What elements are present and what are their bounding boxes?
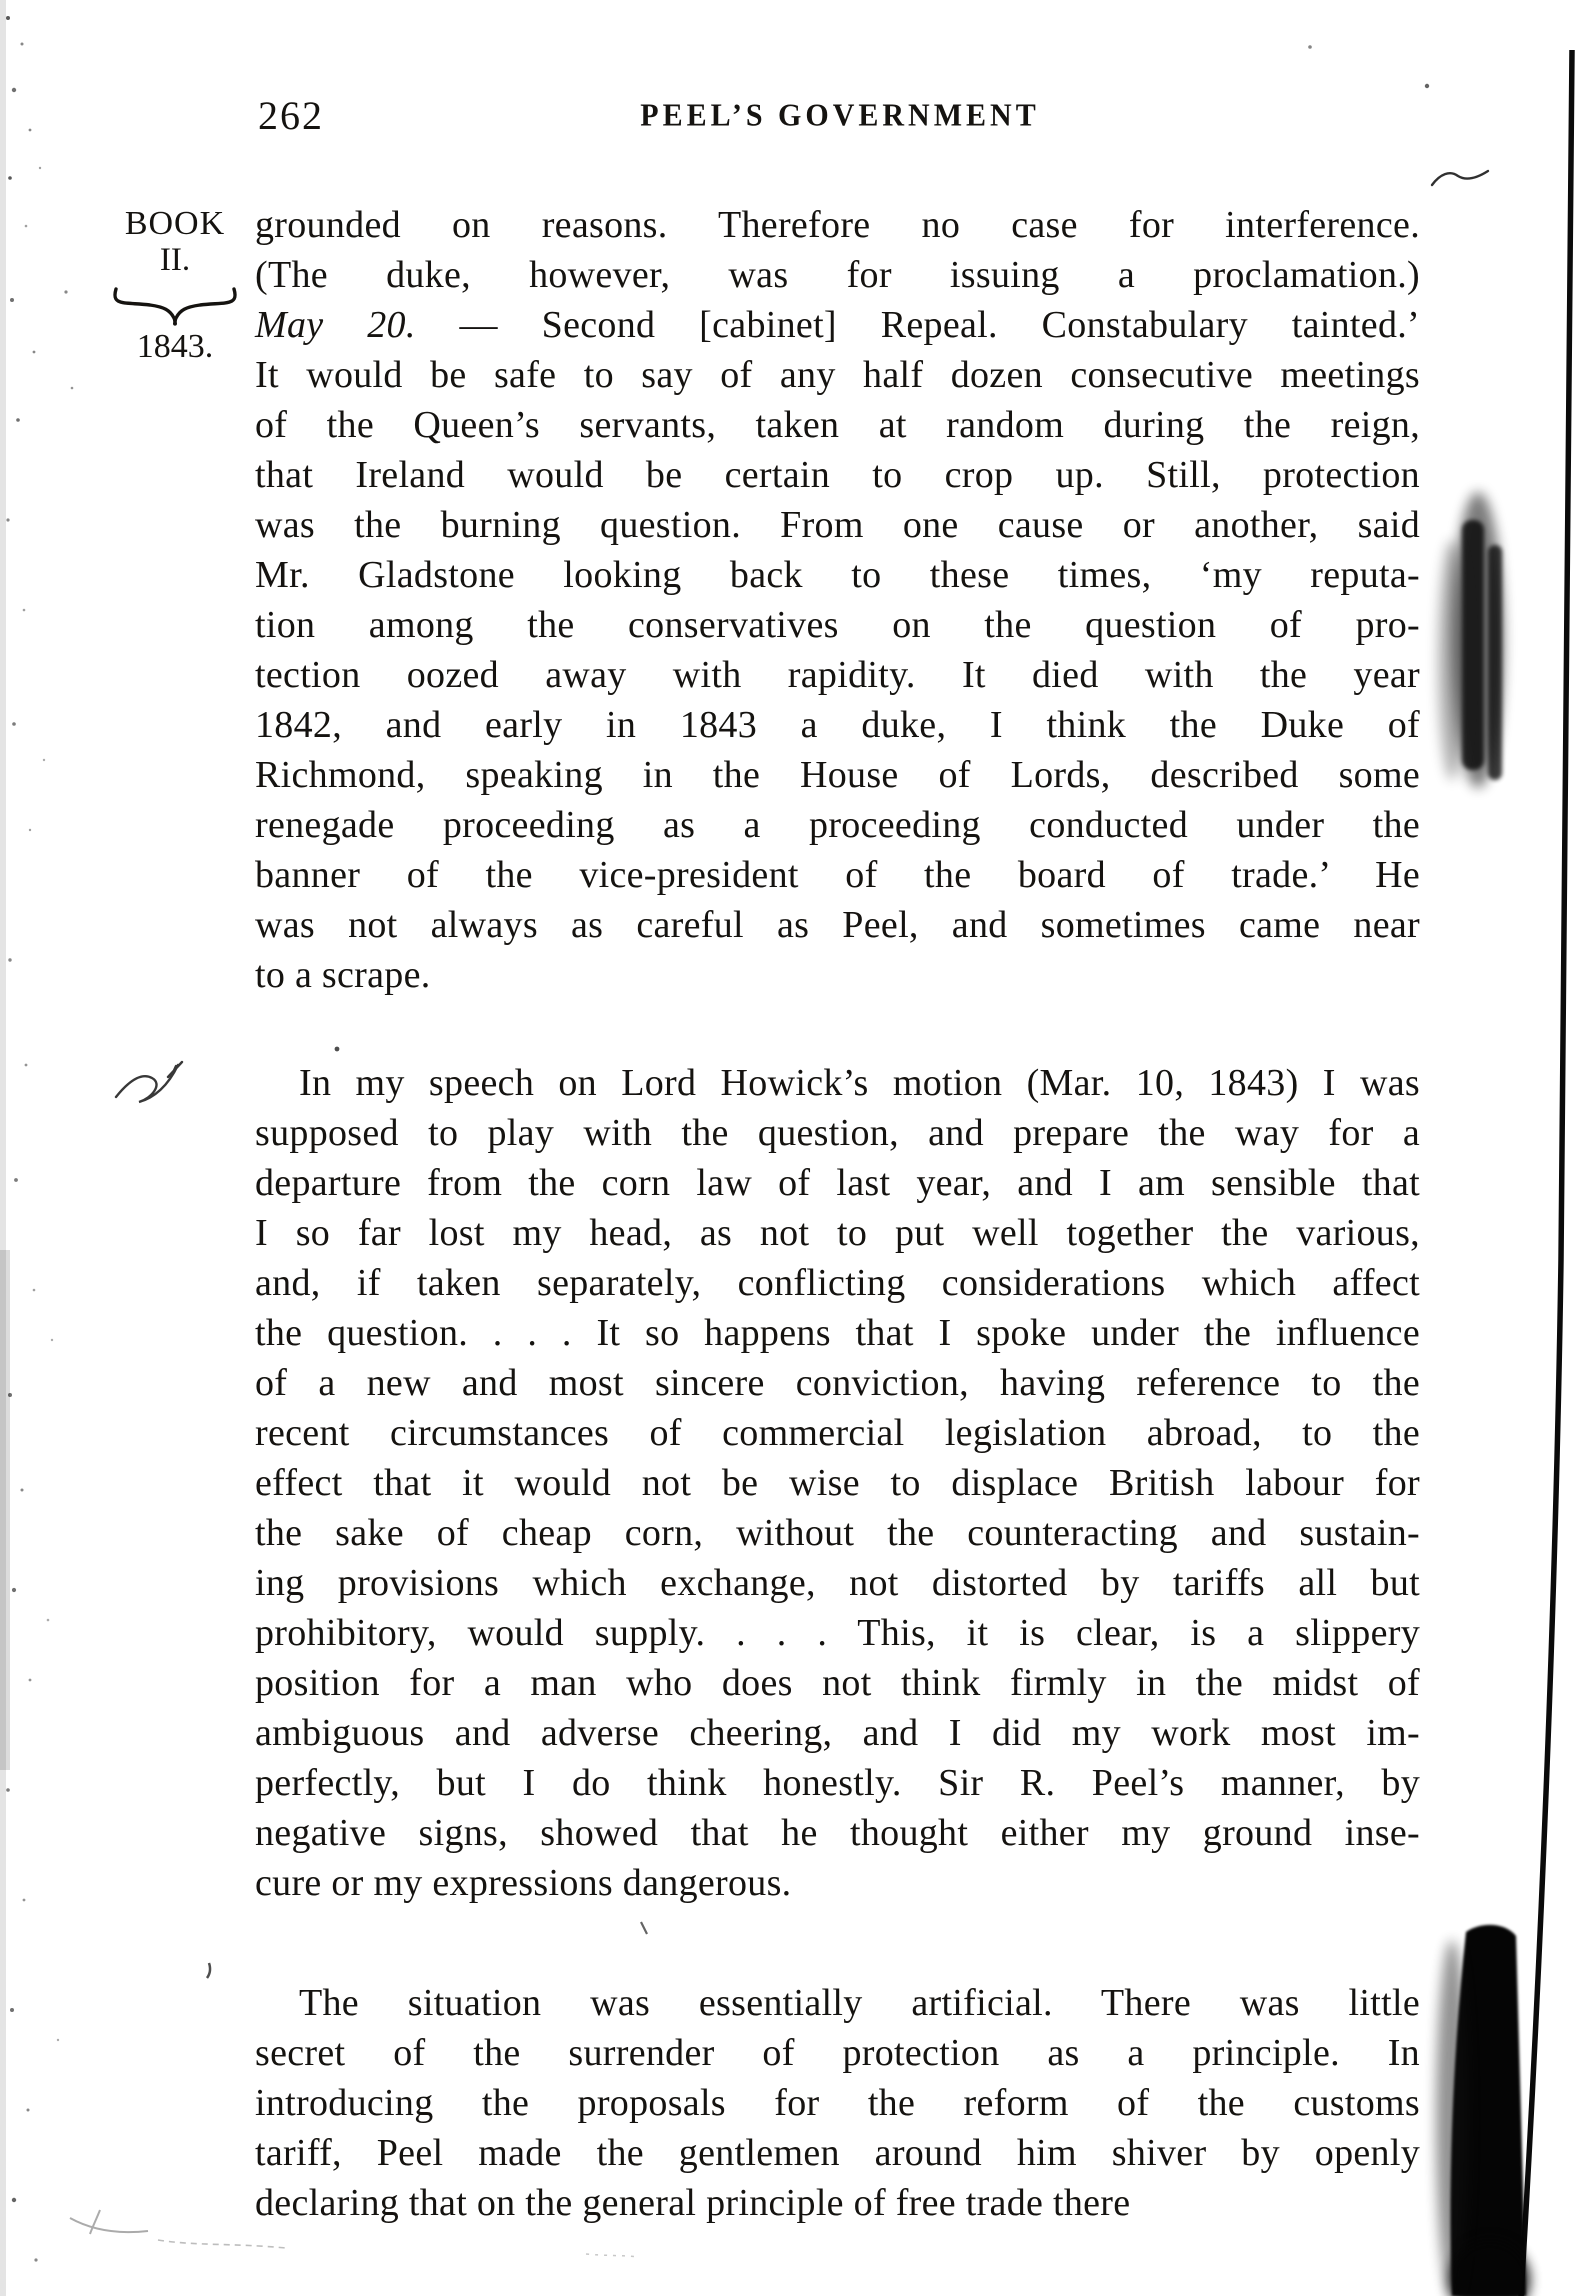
italic-date: May 20. <box>255 304 416 346</box>
text-line: position for a man who does not think firmly in the midst of <box>255 1662 1420 1704</box>
text-line: In my speech on Lord Howick’s motion (Mar. 10, 1843) I was <box>299 1062 1420 1104</box>
text-line: ambiguous and adverse cheering, and I did my work most im- <box>255 1712 1420 1754</box>
text-line: departure from the corn law of last year, and I am sensible that <box>255 1162 1420 1204</box>
text-line: of a new and most sincere conviction, having reference to the <box>255 1362 1420 1404</box>
text-line: renegade proceeding as a proceeding conducted under the <box>255 804 1420 846</box>
text-line: ing provisions which exchange, not distorted by tariffs all but <box>255 1562 1420 1604</box>
pen-mark-top-right <box>1432 171 1488 185</box>
text-line: tariff, Peel made the gentlemen around him shiver by openly <box>255 2132 1420 2174</box>
text-line: perfectly, but I do think honestly. Sir R. Peel’s manner, by <box>255 1762 1420 1804</box>
text-line: recent circumstances of commercial legislation abroad, to the <box>255 1412 1420 1454</box>
text-line: secret of the surrender of protection as a principle. In <box>255 2032 1420 2074</box>
text-line: tection oozed away with rapidity. It died with the year <box>255 654 1420 696</box>
page-number: 262 <box>258 93 324 138</box>
text-line: supposed to play with the question, and prepare the way for a <box>255 1112 1420 1154</box>
left-edge-speckles <box>0 0 73 2296</box>
text-line: the question. . . . It so happens that I spoke under the influence <box>255 1312 1420 1354</box>
text-line: May 20. — Second [cabinet] Repeal. Constabulary tainted.’ <box>255 304 1420 346</box>
text-line: grounded on reasons. Therefore no case for interference. <box>255 204 1420 246</box>
text-line: prohibitory, would supply. . . . This, it is clear, is a slippery <box>255 1612 1420 1654</box>
text-line: It would be safe to say of any half dozen consecutive meetings <box>255 354 1420 396</box>
running-header: PEEL’S GOVERNMENT <box>640 98 1040 133</box>
paragraph <box>255 200 1420 1000</box>
ink-blob-bottom-right <box>1436 1925 1530 2296</box>
stray-mark-quote <box>207 1963 210 1978</box>
spine-line <box>1521 50 1572 2296</box>
text-line: The situation was essentially artificial. There was little <box>299 1982 1420 2024</box>
text-line: 1842, and early in 1843 a duke, I think the Duke of <box>255 704 1420 746</box>
text-line: that Ireland would be certain to crop up. Still, protection <box>255 454 1420 496</box>
text-line: of the Queen’s servants, taken at random during the reign, <box>255 404 1420 446</box>
text-line: was not always as careful as Peel, and sometimes came near <box>255 904 1420 946</box>
text-line: tion among the conservatives on the question of pro- <box>255 604 1420 646</box>
margin-book-label: BOOK <box>124 205 226 242</box>
margin-book-numeral: II. <box>159 242 191 278</box>
paragraph <box>255 1978 1420 2228</box>
text-line: Richmond, speaking in the House of Lords, described some <box>255 754 1420 796</box>
body-text-column <box>255 200 1420 2228</box>
text-line: negative signs, showed that he thought either my ground inse- <box>255 1812 1420 1854</box>
text-line: to a scrape. <box>255 954 431 996</box>
text-line: was the burning question. From one cause or another, said <box>255 504 1420 546</box>
text-line: declaring that on the general principle of free trade there <box>255 2182 1131 2224</box>
margin-note <box>96 206 254 366</box>
text-line: banner of the vice-president of the board of trade.’ He <box>255 854 1420 896</box>
text-line: Mr. Gladstone looking back to these times, ‘my reputa- <box>255 554 1420 596</box>
text-line: I so far lost my head, as not to put well together the various, <box>255 1212 1420 1254</box>
text-line: effect that it would not be wise to displace British labour for <box>255 1462 1420 1504</box>
text-line: and, if taken separately, conflicting considerations which affect <box>255 1262 1420 1304</box>
handwritten-flourish <box>116 1062 182 1102</box>
text-line: the sake of cheap corn, without the counteracting and sustain- <box>255 1512 1420 1554</box>
text-line: introducing the proposals for the reform of the customs <box>255 2082 1420 2124</box>
margin-year: 1843. <box>136 328 214 365</box>
paragraph <box>255 1058 1420 1908</box>
text-line: cure or my expressions dangerous. <box>255 1862 792 1904</box>
text-line: (The duke, however, was for issuing a proclamation.) <box>255 254 1420 296</box>
margin-brace-glyph <box>108 286 242 326</box>
ink-smudge-right <box>1438 492 1504 788</box>
